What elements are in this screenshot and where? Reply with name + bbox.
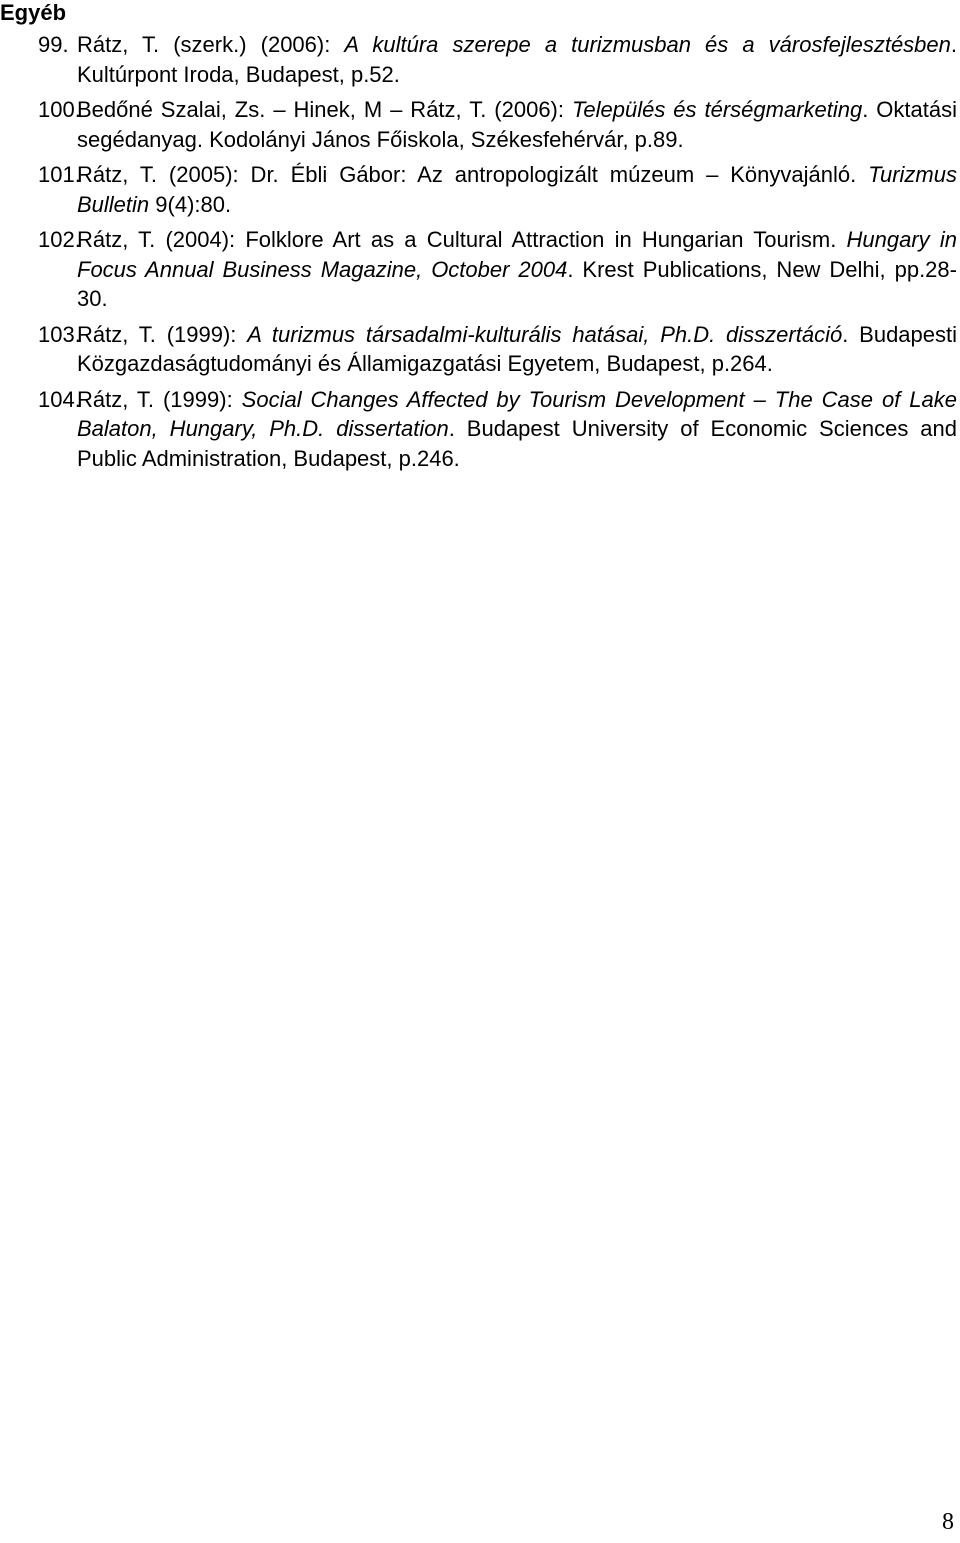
reference-text — [77, 225, 957, 314]
reference-part: 9(4):80. — [149, 191, 232, 217]
reference-number: 103. — [38, 321, 81, 347]
reference-text — [77, 320, 957, 379]
reference-part: Bedőné Szalai, Zs. – Hinek, M – Rátz, T. (2006): — [77, 97, 572, 122]
reference-text — [77, 160, 957, 219]
reference-list — [0, 30, 957, 479]
reference-item — [0, 160, 957, 219]
reference-title: Hungary in Focus Annual Business Magazine, October 2004 — [77, 227, 957, 282]
reference-number: 104. — [38, 386, 81, 412]
reference-item — [0, 385, 957, 474]
reference-part: . Oktatási segédanyag. Kodolányi János Főiskola, Székesfehérvár, p.89. — [77, 97, 958, 152]
reference-item — [0, 95, 957, 154]
reference-part: . Budapesti Közgazdaságtudományi és Államigazgatási Egyetem, Budapest, p.264. — [77, 321, 958, 376]
reference-part: . Budapest University of Economic Sciences and Public Administration, Budapest, p.246. — [77, 416, 957, 471]
reference-title: Social Changes Affected by Tourism Development – The Case of Lake Balaton, Hungary, Ph.D. dissertation — [77, 386, 957, 441]
reference-title: A kultúra szerepe a turizmusban és a városfejlesztésben — [344, 32, 951, 57]
reference-text — [77, 385, 957, 474]
reference-part: Rátz, T. (1999): — [77, 321, 248, 347]
reference-part: . Krest Publications, New Delhi, pp.28-30. — [77, 256, 957, 311]
reference-title: Turizmus Bulletin — [77, 162, 957, 217]
reference-item — [0, 30, 957, 89]
reference-title: A turizmus társadalmi-kulturális hatásai, Ph.D. disszertáció — [247, 321, 843, 347]
reference-item — [0, 320, 957, 379]
page-number: 8 — [942, 1509, 954, 1535]
reference-part: . Kultúrpont Iroda, Budapest, p.52. — [77, 32, 958, 87]
reference-item — [0, 225, 957, 314]
section-heading: Egyéb — [0, 0, 67, 25]
reference-part: Rátz, T. (1999): — [77, 386, 242, 412]
reference-part: Rátz, T. (szerk.) (2006): — [77, 32, 345, 57]
reference-title: Település és térségmarketing — [571, 97, 863, 122]
reference-part: Rátz, T. (2004): Folklore Art as a Cultural Attraction in Hungarian Tourism. — [77, 227, 847, 252]
reference-number: 100. — [38, 97, 81, 122]
reference-text — [77, 30, 957, 89]
reference-text — [77, 95, 957, 154]
reference-part: Rátz, T. (2005): Dr. Ébli Gábor: Az antropologizált múzeum – Könyvajánló. — [77, 162, 869, 187]
reference-number: 99. — [38, 32, 69, 57]
reference-number: 101. — [38, 162, 81, 187]
reference-number: 102. — [38, 227, 81, 252]
